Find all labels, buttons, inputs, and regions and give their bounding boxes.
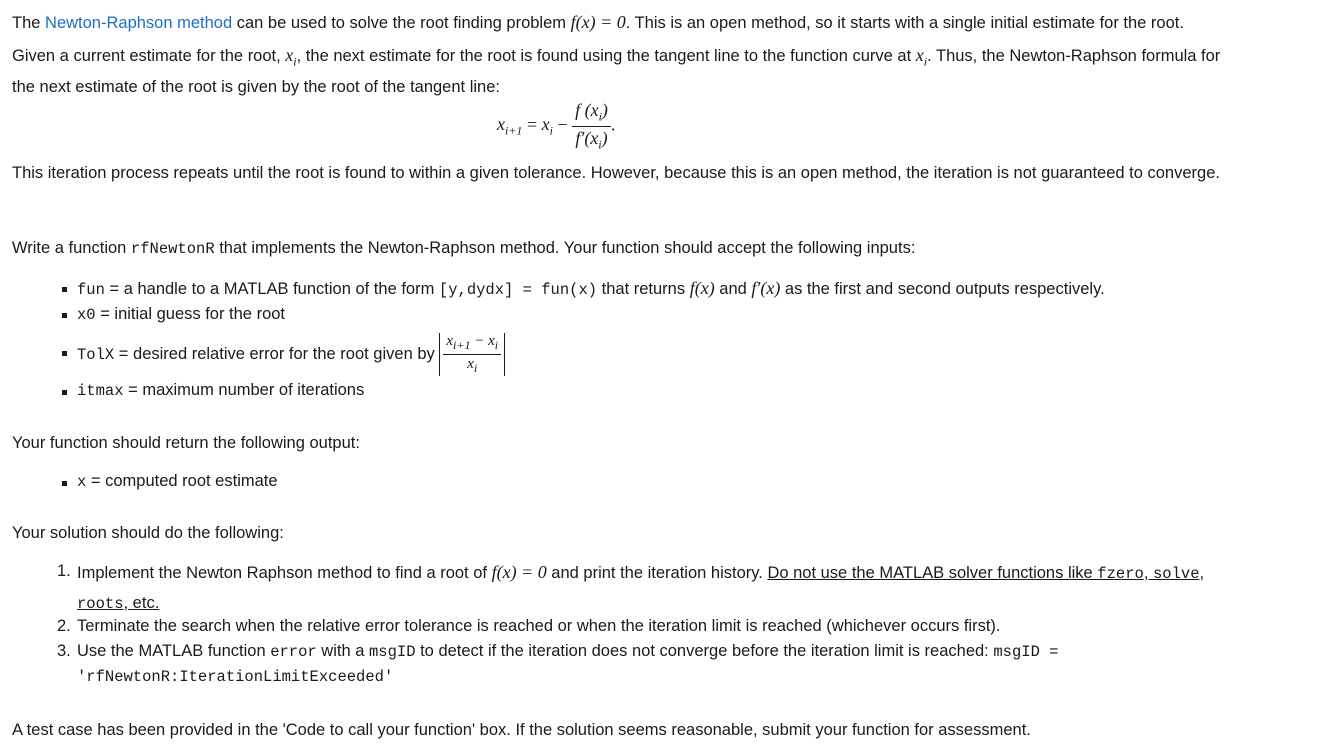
input-tolx: TolX = desired relative error for the root given by $\frac{x_{i+1} - x_i}{x_i}$ <box>77 333 505 376</box>
bullet-icon <box>62 481 67 486</box>
math-expression: f(x) = 0 <box>570 12 626 32</box>
step-3-continued: 'rfNewtonR:IterationLimitExceeded' <box>77 668 394 686</box>
intro-line-3: the next estimate of the root is given by the root of the tangent line: <box>12 78 500 96</box>
step-number: 2. <box>57 617 71 635</box>
step-number: 3. <box>57 642 71 660</box>
intro-text: . Thus, the Newton-Raphson formula for <box>927 47 1221 65</box>
footer-paragraph: A test case has been provided in the 'Code to call your function' box. If the solution seems reasonable, submit your function for assessment. <box>12 721 1031 739</box>
intro-text: can be used to solve the root finding problem <box>232 14 571 32</box>
intro-line-1 <box>12 12 1184 33</box>
relative-error-expression: $\frac{x_{i+1} - x_i}{x_i}$ <box>439 333 505 376</box>
step-3: Use the MATLAB function error with a msgID to detect if the iteration does not converge before the iteration limit is reached: msgID = <box>77 642 1059 661</box>
step-2: Terminate the search when the relative error tolerance is reached or when the iteration limit is reached (whichever occurs first). <box>77 617 1001 635</box>
output-intro: Your function should return the following output: <box>12 434 360 452</box>
intro-text: , the next estimate for the root is found using the tangent line to the function curve at <box>296 47 916 65</box>
formula-fraction: $\frac{f (x_i)}{f'(x_i)}$ <box>572 100 611 152</box>
output-x: x = computed root estimate <box>77 472 278 491</box>
newton-raphson-link[interactable]: Newton-Raphson method <box>45 14 233 32</box>
solution-intro: Your solution should do the following: <box>12 524 284 542</box>
task-paragraph: Write a function rfNewtonR that implements the Newton-Raphson method. Your function should accept the following inputs: <box>12 239 916 258</box>
bullet-icon <box>62 313 67 318</box>
step-1-continued: roots, etc. <box>77 594 160 613</box>
bullet-icon <box>62 351 67 356</box>
function-name: rfNewtonR <box>130 240 215 258</box>
intro-text: Given a current estimate for the root, <box>12 47 286 65</box>
bullet-icon <box>62 287 67 292</box>
bullet-icon <box>62 390 67 395</box>
input-fun: fun = a handle to a MATLAB function of the form [y,dydx] = fun(x) that returns f(x) and f′(x) as the first and second outputs respectively. <box>77 278 1105 299</box>
input-x0: x0 = initial guess for the root <box>77 305 286 324</box>
intro-text: The <box>12 14 46 32</box>
step-1: Implement the Newton Raphson method to find a root of f(x) = 0 and print the iteration history. Do not use the MATLAB solver functions like fzero, solve, <box>77 562 1205 583</box>
step-number: 1. <box>57 562 71 580</box>
intro-line-2 <box>12 45 1220 70</box>
newton-formula: $x_{i+1} = x_i$ − $\frac{f (x_i)}{f'(x_i)}$ . <box>497 100 616 152</box>
input-itmax: itmax = maximum number of iterations <box>77 381 365 400</box>
math-expression: $x_i$ <box>285 45 297 69</box>
math-expression: $x_i$ <box>915 45 928 69</box>
intro-text: . This is an open method, so it starts with a single initial estimate for the root. <box>625 14 1184 32</box>
iteration-paragraph: This iteration process repeats until the root is found to within a given tolerance. However, because this is an open method, the iteration is not guaranteed to converge. <box>12 164 1220 182</box>
